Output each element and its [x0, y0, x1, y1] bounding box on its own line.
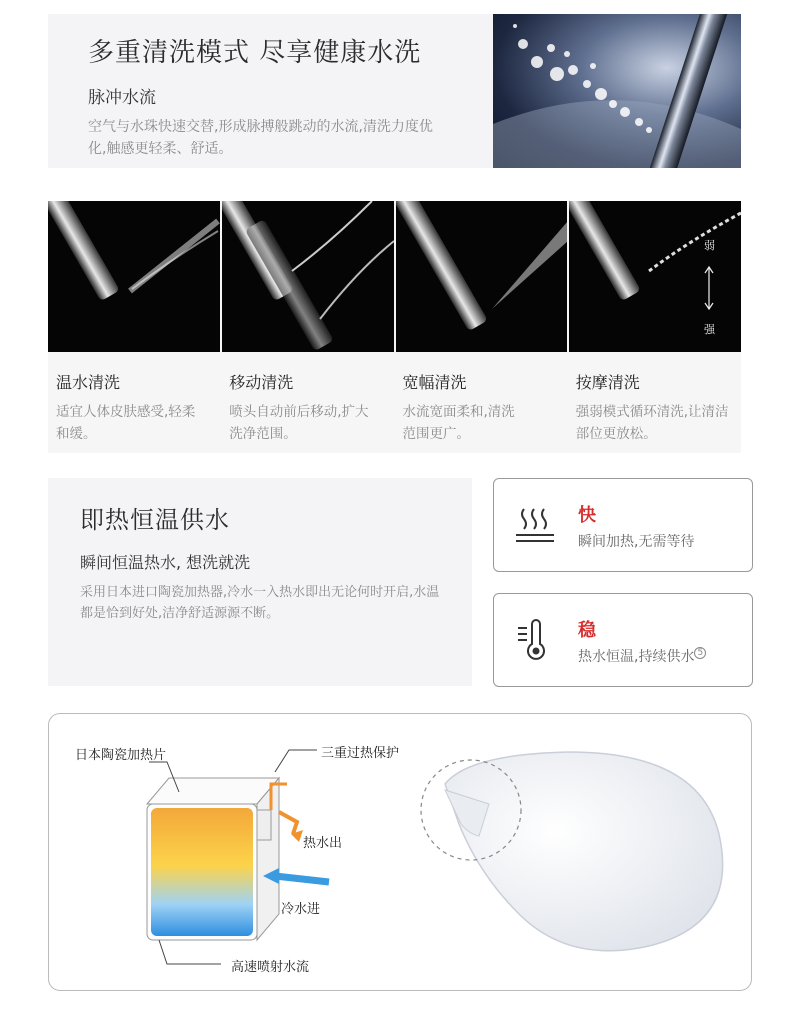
steam-heat-icon: [514, 503, 558, 547]
heater-label: 日本陶瓷加热片: [75, 748, 167, 763]
wide-wash-photo: [396, 201, 568, 352]
hot-water-out-label: 热水出: [303, 836, 343, 851]
feature-value-text: 热水恒温,持续供水: [578, 649, 695, 665]
section-title: 多重清洗模式 尽享健康水洗: [88, 38, 422, 68]
section-title: 即热恒温供水: [80, 506, 230, 534]
jet-stream-label: 高速喷射水流: [231, 960, 310, 975]
heater-diagram-section: [48, 713, 752, 991]
thermometer-icon: [514, 618, 558, 662]
mode-caption: [48, 370, 221, 445]
moving-wash-photo: [222, 201, 394, 352]
feature-value: 瞬间加热,无需等待: [578, 534, 695, 550]
footnote-marker: 5: [694, 647, 706, 659]
overheat-protection-label: 三重过热保护: [321, 746, 400, 761]
feature-key: 稳: [578, 620, 596, 641]
wash-modes-section: [48, 201, 741, 453]
mode-title: 移动清洗: [229, 373, 294, 392]
mode-caption: [395, 370, 568, 445]
feature-value: [578, 646, 706, 666]
section-subtitle: 瞬间恒温热水, 想洗就洗: [80, 553, 251, 572]
massage-strong-label: 强: [704, 323, 715, 336]
mode-caption: [568, 370, 741, 445]
mode-title: 按摩清洗: [575, 373, 640, 392]
mode-description: 强弱模式循环清洗,让清洁部位更放松。: [575, 404, 729, 442]
massage-weak-label: 弱: [704, 239, 715, 252]
mode-caption: [221, 370, 394, 445]
feature-key: 快: [578, 505, 596, 526]
cold-water-in-label: 冷水进: [281, 902, 321, 917]
mode-description: 适宜人体皮肤感受,轻柔和缓。: [56, 404, 196, 442]
instant-heat-section: [48, 478, 472, 686]
nozzle-bubbles-photo: [493, 14, 741, 168]
fast-heat-card: [493, 478, 753, 572]
section-subtitle: 脉冲水流: [88, 88, 156, 108]
section-description: 采用日本进口陶瓷加热器,冷水一入热水即出无论何时开启,水温都是恰到好处,洁净舒适源源不断。: [80, 585, 440, 621]
section-description: 空气与水珠快速交替,形成脉搏般跳动的水流,清洗力度优化,触感更轻柔、舒适。: [88, 119, 433, 157]
stable-temp-card: [493, 593, 753, 687]
mode-title: 宽幅清洗: [402, 373, 467, 392]
mode-description: 水流宽面柔和,清洗范围更广。: [402, 404, 515, 442]
pulse-wash-section: [48, 14, 741, 168]
massage-wash-photo: [569, 201, 741, 352]
mode-description: 喷头自动前后移动,扩大洗净范围。: [229, 404, 369, 442]
warm-wash-photo: [48, 201, 220, 352]
mode-title: 温水清洗: [56, 373, 121, 392]
